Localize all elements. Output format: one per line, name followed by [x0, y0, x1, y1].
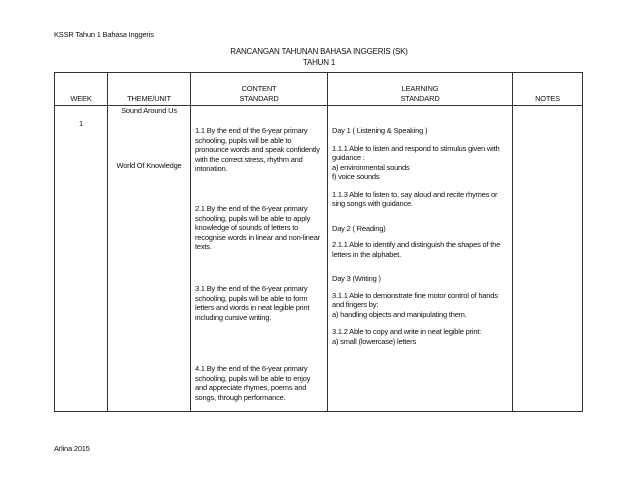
day2-label: Day 2 ( Reading)	[332, 223, 386, 233]
learning-3-1-1-a: a) handling objects and manipulating them.	[332, 309, 467, 319]
learning-1-1-1: 1.1.1 Able to listen and respond to stimulus given with guidance :	[332, 143, 500, 162]
day3-label: Day 3 (Writing )	[332, 274, 381, 283]
header-learning-standard: LEARNING STANDARD	[328, 73, 513, 106]
header-content-standard: CONTENT STANDARD	[191, 73, 328, 106]
document-footer: Arlina 2015	[54, 444, 90, 453]
content-standard-1: 1.1 By the end of the 6-year primary schooling, pupils will be able to pronounce words and speak confidently with the correct stress, rhythm and intonation.	[195, 126, 320, 173]
yearly-plan-table	[54, 72, 583, 412]
learning-3-1-2-a: a) small (lowercase) letters	[332, 336, 417, 346]
learning-1-1-1-f: f) voice sounds	[332, 172, 380, 181]
document-title: RANCANGAN TAHUNAN BAHASA INGGERIS (SK)	[230, 47, 408, 56]
learning-3-1-1: 3.1.1 Able to demonstrate fine motor control of hands and fingers by:	[332, 290, 498, 309]
content-standard-2: 2.1 By the end of the 6-year primary schooling, pupils will be able to apply knowledge of sounds of letters to recognise words in linear and non-linear texts.	[195, 204, 320, 251]
theme-unit: Sound Around Us	[121, 106, 177, 115]
learning-1-1-3: 1.1.3 Able to listen to, say aloud and recite rhymes or sing songs with guidance.	[332, 189, 498, 208]
learning-1-1-1-a: a) environmental sounds	[332, 162, 410, 172]
content-standard-3: 3.1 By the end of the 6-year primary schooling, pupils will be able to form letters and words in neat legible print including cursive writing.	[195, 284, 310, 322]
learning-3-1-2: 3.1.2 Able to copy and write in neat legible print:	[332, 327, 482, 336]
notes-cell	[513, 106, 583, 412]
document-subtitle: TAHUN 1	[302, 58, 336, 67]
header-week: WEEK	[55, 73, 108, 106]
theme-cell	[108, 106, 191, 412]
header-notes: NOTES	[513, 73, 583, 106]
content-standard-cell	[191, 106, 328, 412]
day1-label: Day 1 ( Listening & Speaking )	[332, 126, 428, 135]
week-cell: 1	[55, 106, 108, 412]
header-theme: THEME/UNIT	[108, 73, 191, 106]
table-header-row	[55, 73, 583, 106]
table-row	[55, 106, 583, 412]
theme-world: World Of Knowledge	[116, 160, 182, 170]
learning-2-1-1: 2.1.1 Able to identify and distinguish the shapes of the letters in the alphabet.	[332, 240, 501, 259]
document-header: KSSR Tahun 1 Bahasa Inggeris	[54, 30, 154, 39]
content-standard-4: 4.1 By the end of the 6-year primary schooling, pupils will be able to enjoy and appreciate rhymes, poems and songs, through performance.	[195, 364, 311, 402]
learning-standard-cell	[328, 106, 513, 412]
